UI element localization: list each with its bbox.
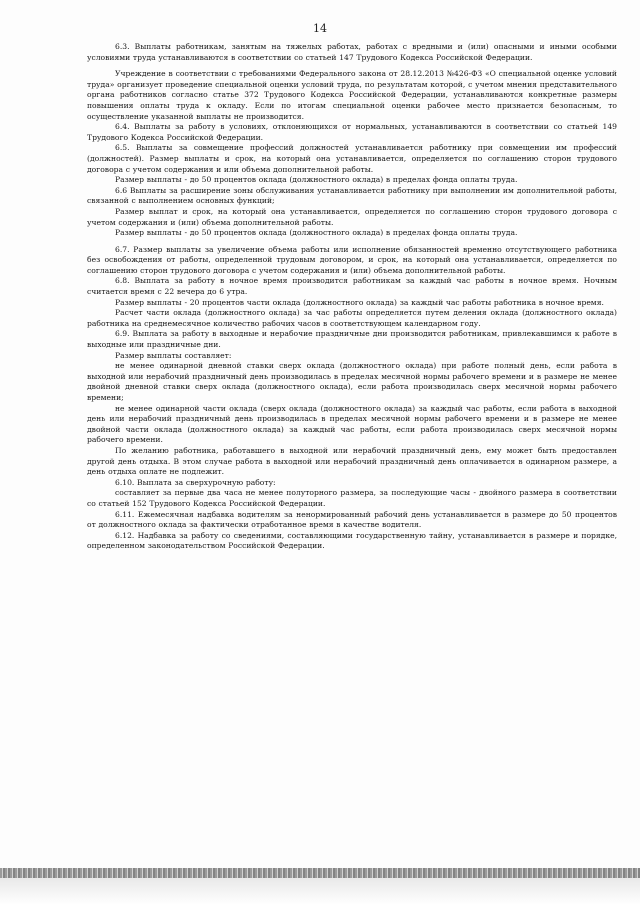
- scan-bottom-edge: [0, 868, 640, 878]
- paragraph-6-6: 6.6 Выплаты за расширение зоны обслуживания устанавливается работнику при выполнении им дополнительной работы, связанной с выполнением основных функций;: [87, 185, 617, 206]
- paragraph-6-3: 6.3. Выплаты работникам, занятым на тяжелых работах, работах с вредными и (или) опасными и иными особыми условиями труда устанавливаются в соответствии со статьей 147 Трудового Кодекса Российской Федерации.: [87, 42, 617, 62]
- paragraph-6-11: 6.11. Ежемесячная надбавка водителям за ненормированный рабочий день устанавливается в размере до 50 процентов от должностного оклада за фактически отработанное время в качестве водителя.: [87, 509, 617, 530]
- paragraph-6-8: 6.8. Выплата за работу в ночное время производится работникам за каждый час работы в ночное время. Ночным считается время с 22 вечера до 6 утра.: [87, 276, 617, 297]
- paragraph-6-8-amount: Размер выплаты - 20 процентов части оклада (должностного оклада) за каждый час работы работника в ночное время.: [115, 297, 604, 307]
- paragraph-6-10-amount: составляет за первые два часа не менее полуторного размера, за последующие часы - двойного размера в соответствии со статьей 152 Трудового Кодекса Российской Федерации.: [87, 488, 617, 508]
- paragraph-6-9-day-off: По желанию работника, работавшего в выходной или нерабочий праздничный день, ему может быть предоставлен другой день отдыха. В этом случае работа в выходной или нерабочий праздничный день оплачивается в одинарном размере, а день отдыха оплате не подлежит.: [87, 445, 617, 477]
- page-number: 14: [313, 22, 327, 35]
- scan-bottom-shadow: [0, 878, 640, 905]
- paragraph-6-5: 6.5. Выплаты за совмещение профессий должностей устанавливается работнику при совмещении им профессий (должностей). Размер выплаты и срок, на который она устанавливается, определяется по соглашению сторон трудового договора с учетом содержания и или объема дополнительной работы.: [87, 143, 617, 174]
- paragraph-6-8-calculation: Расчет части оклада (должностного оклада) за час работы определяется путем деления оклада (должностного оклада) работника на среднемесячное количество рабочих часов в соответствующем календарном году.: [87, 308, 617, 328]
- paragraph-6-6-terms: Размер выплат и срок, на который она устанавливается, определяется по соглашению сторон трудового договора с учетом содержания и (или) объема дополнительной работы.: [87, 206, 617, 227]
- paragraph-6-12: 6.12. Надбавка за работу со сведениями, составляющими государственную тайну, устанавливается в размере и порядке, определенном законодательством Российской Федерации.: [87, 530, 617, 551]
- paragraph-6-9-hourly-rate: не менее одинарной части оклада (сверх оклада (должностного оклада) за каждый час работы, если работа в выходной день или нерабочий праздничный день производилась в пределах месячной нормы рабочего времени и в размере не менее двойной части оклада (должностного оклада) за каждый час работы, если работа производилась сверх месячной нормы рабочего времени.: [87, 403, 617, 445]
- paragraph-6-9-daily-rate: не менее одинарной дневной ставки сверх оклада (должностного оклада) при работе полный день, если работа в выходной или нерабочий праздничный день производилась в пределах месячной нормы рабочего времени и в размере не менее двойной дневной ставки сверх оклада (должностного оклада), если работа производилась сверх месячной нормы рабочего времени;: [87, 361, 617, 402]
- paragraph-6-10: 6.10. Выплата за сверхурочную работу:: [115, 477, 276, 487]
- paragraph-special-assessment: Учреждение в соответствии с требованиями Федерального закона от 28.12.2013 №426-ФЗ «О специальной оценке условий труда» организует проведение специальной оценки условий труда, по результатам которой, с учетом мнения представительного органа работников согласно статье 372 Трудового Кодекса Российской Федерации, устанавливаются конкретные размеры повышения оплаты труда к окладу. Если по итогам специальной оценки рабочее место признается безопасным, то осуществление указанной выплаты не производится.: [87, 69, 617, 121]
- paragraph-6-4: 6.4. Выплаты за работу в условиях, отклоняющихся от нормальных, устанавливаются в соответствии со статьей 149 Трудового Кодекса Российской Федерации.: [87, 122, 617, 142]
- paragraph-6-5-amount: Размер выплаты - до 50 процентов оклада (должностного оклада) в пределах фонда оплаты труда.: [115, 175, 518, 185]
- paragraph-6-9: 6.9. Выплата за работу в выходные и нерабочие праздничные дни производится работникам, привлекавшимся к работе в выходные или праздничные дни.: [87, 329, 617, 350]
- paragraph-6-7: 6.7. Размер выплаты за увеличение объема работы или исполнение обязанностей временно отсутствующего работника без освобождения от работы, определенной трудовым договором, и срок, на который она устанавливается, определяется по соглашению сторон трудового договора с учетом содержания и (или) объема дополнительной работы.: [87, 244, 617, 275]
- document-body: [87, 42, 617, 552]
- paragraph-6-6-amount: Размер выплаты - до 50 процентов оклада (должностного оклада) в пределах фонда оплаты труда.: [115, 228, 518, 238]
- paragraph-6-9-amount-heading: Размер выплаты составляет:: [115, 350, 232, 360]
